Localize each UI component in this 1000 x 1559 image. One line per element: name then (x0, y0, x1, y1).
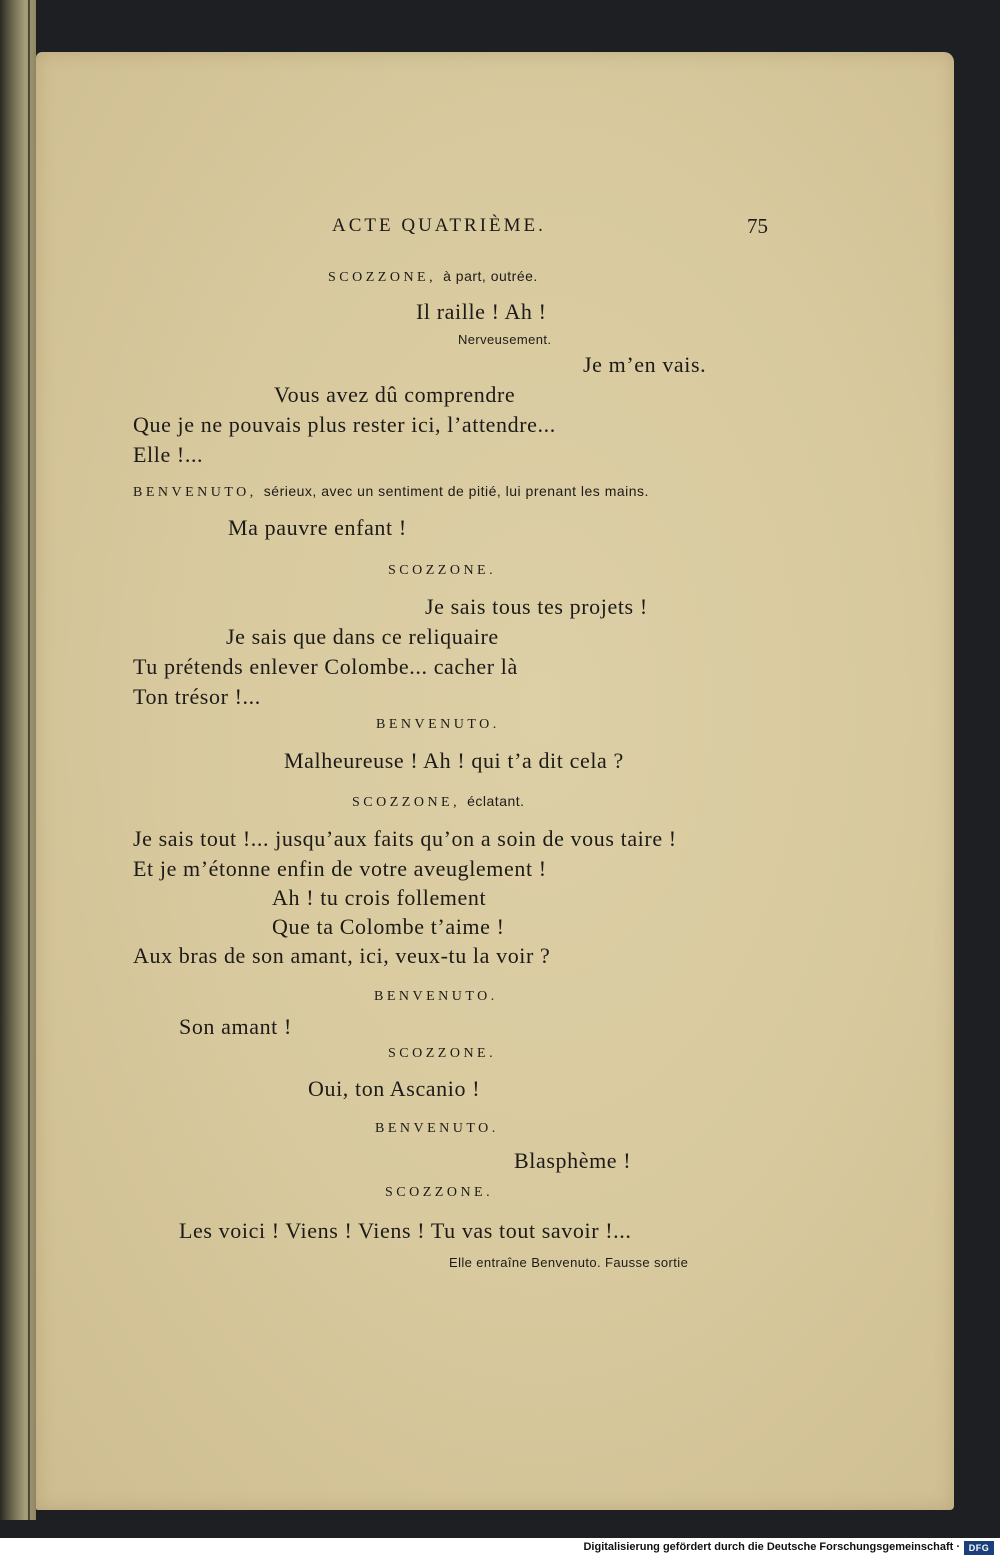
verse-line: Ah ! tu crois follement (272, 885, 487, 910)
verse-line: Vous avez dû comprendre (274, 382, 516, 407)
page-number: 75 (747, 214, 768, 238)
speaker-name: SCOZZONE, (328, 270, 437, 285)
speaker-heading (376, 717, 500, 733)
stage-direction: à part, outrée. (443, 268, 538, 284)
stage-direction: sérieux, avec un sentiment de pitié, lui prenant les mains. (263, 483, 649, 499)
speaker-heading (375, 1121, 499, 1137)
verse-line: Oui, ton Ascanio ! (308, 1076, 481, 1101)
verse-line: Ton trésor !... (133, 684, 261, 709)
speaker-heading (352, 793, 525, 811)
speaker-name: SCOZZONE, (352, 795, 461, 810)
speaker-heading (374, 989, 498, 1005)
speaker-name: SCOZZONE. (385, 1185, 494, 1200)
verse-line: Son amant ! (179, 1014, 292, 1039)
speaker-name: SCOZZONE. (388, 1046, 497, 1061)
stage-direction: Nerveusement. (458, 332, 552, 347)
stage-direction: Elle entraîne Benvenuto. Fausse sortie (449, 1255, 689, 1270)
verse-line: Il raille ! Ah ! (416, 299, 547, 324)
verse-line: Que je ne pouvais plus rester ici, l’attendre... (133, 412, 556, 437)
speaker-heading (388, 563, 496, 579)
speaker-name: BENVENUTO. (375, 1121, 499, 1136)
verse-line: Elle !... (133, 442, 204, 467)
verse-line: Je sais que dans ce reliquaire (226, 624, 499, 649)
dfg-logo-icon: DFG (964, 1541, 994, 1555)
verse-line: Tu prétends enlever Colombe... cacher là (133, 654, 518, 679)
speaker-name: BENVENUTO, (133, 485, 257, 500)
digitization-footer (0, 1538, 1000, 1559)
verse-line: Ma pauvre enfant ! (228, 515, 407, 540)
book-edge (0, 0, 36, 1520)
verse-line: Aux bras de son amant, ici, veux-tu la voir ? (133, 943, 551, 968)
speaker-heading (385, 1185, 493, 1201)
verse-line: Je sais tous tes projets ! (425, 594, 648, 619)
verse-line: Que ta Colombe t’aime ! (272, 914, 505, 939)
speaker-heading (133, 483, 649, 501)
speaker-heading (328, 268, 538, 286)
stage-direction: éclatant. (467, 793, 525, 809)
speaker-heading (388, 1046, 496, 1062)
verse-line: Et je m’étonne enfin de votre aveuglement ! (133, 856, 547, 881)
running-head: ACTE QUATRIÈME. (332, 215, 546, 236)
verse-line: Je sais tout !... jusqu’aux faits qu’on a soin de vous taire ! (133, 826, 677, 851)
verse-line: Les voici ! Viens ! Viens ! Tu vas tout savoir !... (179, 1218, 632, 1243)
book-page (36, 52, 954, 1510)
funding-credit: Digitalisierung gefördert durch die Deutsche Forschungsgemeinschaft · (583, 1541, 960, 1553)
verse-line: Blasphème ! (514, 1148, 632, 1173)
speaker-name: BENVENUTO. (374, 989, 498, 1004)
speaker-name: SCOZZONE. (388, 563, 497, 578)
verse-line: Je m’en vais. (583, 352, 707, 377)
verse-line: Malheureuse ! Ah ! qui t’a dit cela ? (284, 748, 624, 773)
speaker-name: BENVENUTO. (376, 717, 500, 732)
